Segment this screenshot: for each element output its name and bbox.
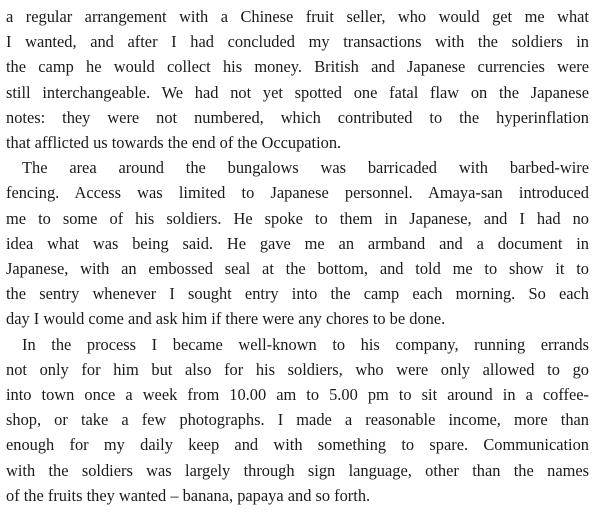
paragraph-line: Japanese, with an embossed seal at the bottom, and told me to show it to bbox=[6, 259, 589, 279]
paragraph-line: enough for my daily keep and with something to spare. Communication bbox=[6, 435, 589, 455]
paragraph-line: idea what was being said. He gave me an armband and a document in bbox=[6, 233, 589, 253]
paragraph-line: into town once a week from 10.00 am to 5.00 pm to sit around in a coffee- bbox=[6, 385, 589, 405]
paragraph-line: fencing. Access was limited to Japanese personnel. Amaya-san introduced bbox=[6, 183, 589, 203]
paragraph-line: I wanted, and after I had concluded my transactions with the soldiers in bbox=[6, 32, 589, 52]
paragraph-line: day I would come and ask him if there were any chores to be done. bbox=[6, 309, 446, 329]
paragraph-line: The area around the bungalows was barricaded with barbed-wire bbox=[22, 158, 589, 178]
paragraph-line: not only for him but also for his soldiers, who were only allowed to go bbox=[6, 359, 589, 379]
paragraph-1 bbox=[6, 4, 589, 155]
paragraph-line: In the process I became well-known to his company, running errands bbox=[22, 334, 589, 354]
paragraph-3 bbox=[6, 332, 589, 508]
paragraph-line: me to some of his soldiers. He spoke to them in Japanese, and I had no bbox=[6, 208, 589, 228]
paragraph-line: a regular arrangement with a Chinese fruit seller, who would get me what bbox=[6, 7, 589, 26]
paragraph-line: of the fruits they wanted – banana, papaya and so forth. bbox=[6, 485, 371, 505]
paragraph-line: shop, or take a few photographs. I made a reasonable income, more than bbox=[6, 410, 589, 430]
paragraph-2 bbox=[6, 155, 589, 331]
paragraph-line: the sentry whenever I sought entry into the camp each morning. So each bbox=[6, 284, 589, 304]
paragraph-line: that afflicted us towards the end of the Occupation. bbox=[6, 133, 342, 153]
paragraph-line: notes: they were not numbered, which contributed to the hyperinflation bbox=[6, 107, 589, 127]
paragraph-line: the camp he would collect his money. British and Japanese currencies were bbox=[6, 57, 589, 77]
paragraph-line: still interchangeable. We had not yet spotted one fatal flaw on the Japanese bbox=[6, 82, 589, 102]
paragraph-line: with the soldiers was largely through sign language, other than the names bbox=[6, 460, 589, 480]
